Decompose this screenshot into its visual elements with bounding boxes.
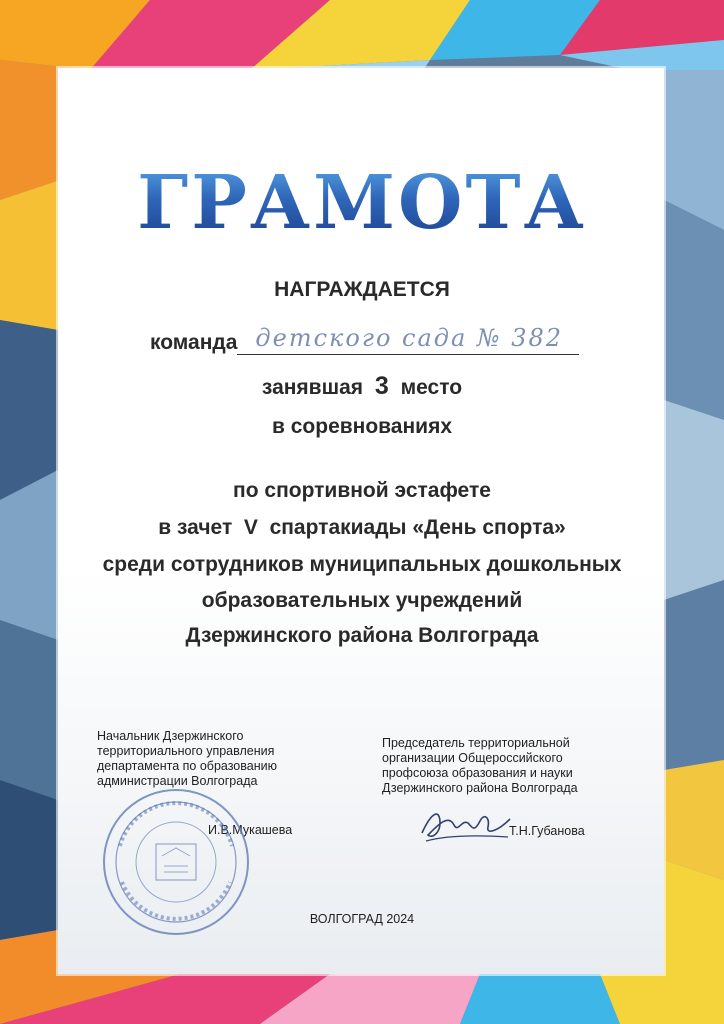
signatory-left-title [97, 729, 277, 789]
signatory-right-line4: Дзержинского района Волгограда [382, 781, 578, 795]
place-number: 3 [374, 372, 389, 400]
team-fill-line [237, 324, 579, 355]
signatory-right-name: Т.Н.Губанова [509, 824, 585, 838]
contest-line: в зачет V спартакиады «День спорта» [158, 516, 566, 539]
signatory-right-line2: организации Общероссийского [382, 751, 563, 765]
team-label: команда [150, 331, 238, 354]
signatory-left-line3: департамента по образованию [97, 759, 277, 773]
signatory-left-name: И.В.Мукашева [208, 823, 293, 837]
team-row [150, 325, 579, 355]
signatory-right-title [382, 736, 578, 796]
place-line [0, 372, 724, 401]
signatory-left-line2: территориального управления [97, 744, 275, 758]
event-line: по спортивной эстафете [233, 479, 491, 502]
footer-city-year: ВОЛГОГРАД 2024 [309, 912, 415, 926]
participants-line: среди сотрудников муниципальных дошкольных [102, 553, 622, 576]
signatory-right-line1: Председатель территориальной [382, 736, 570, 750]
signatory-right-line3: профсоюза образования и науки [382, 766, 573, 780]
place-suffix: место [400, 376, 463, 399]
place-prefix: занявшая [261, 376, 364, 399]
institutions-line: образовательных учреждений [201, 589, 523, 612]
team-handwritten: детского сада № 382 [255, 324, 564, 352]
awarded-heading: НАГРАЖДАЕТСЯ [274, 278, 450, 301]
certificate-title: ГРАМОТА [0, 160, 724, 246]
district-line: Дзержинского района Волгограда [185, 624, 539, 647]
handwritten-signature [418, 805, 514, 845]
signatory-left-line1: Начальник Дзержинского [97, 729, 244, 743]
competitions-line: в соревнованиях [271, 415, 453, 438]
signatory-left-line4: администрации Волгограда [97, 774, 258, 788]
